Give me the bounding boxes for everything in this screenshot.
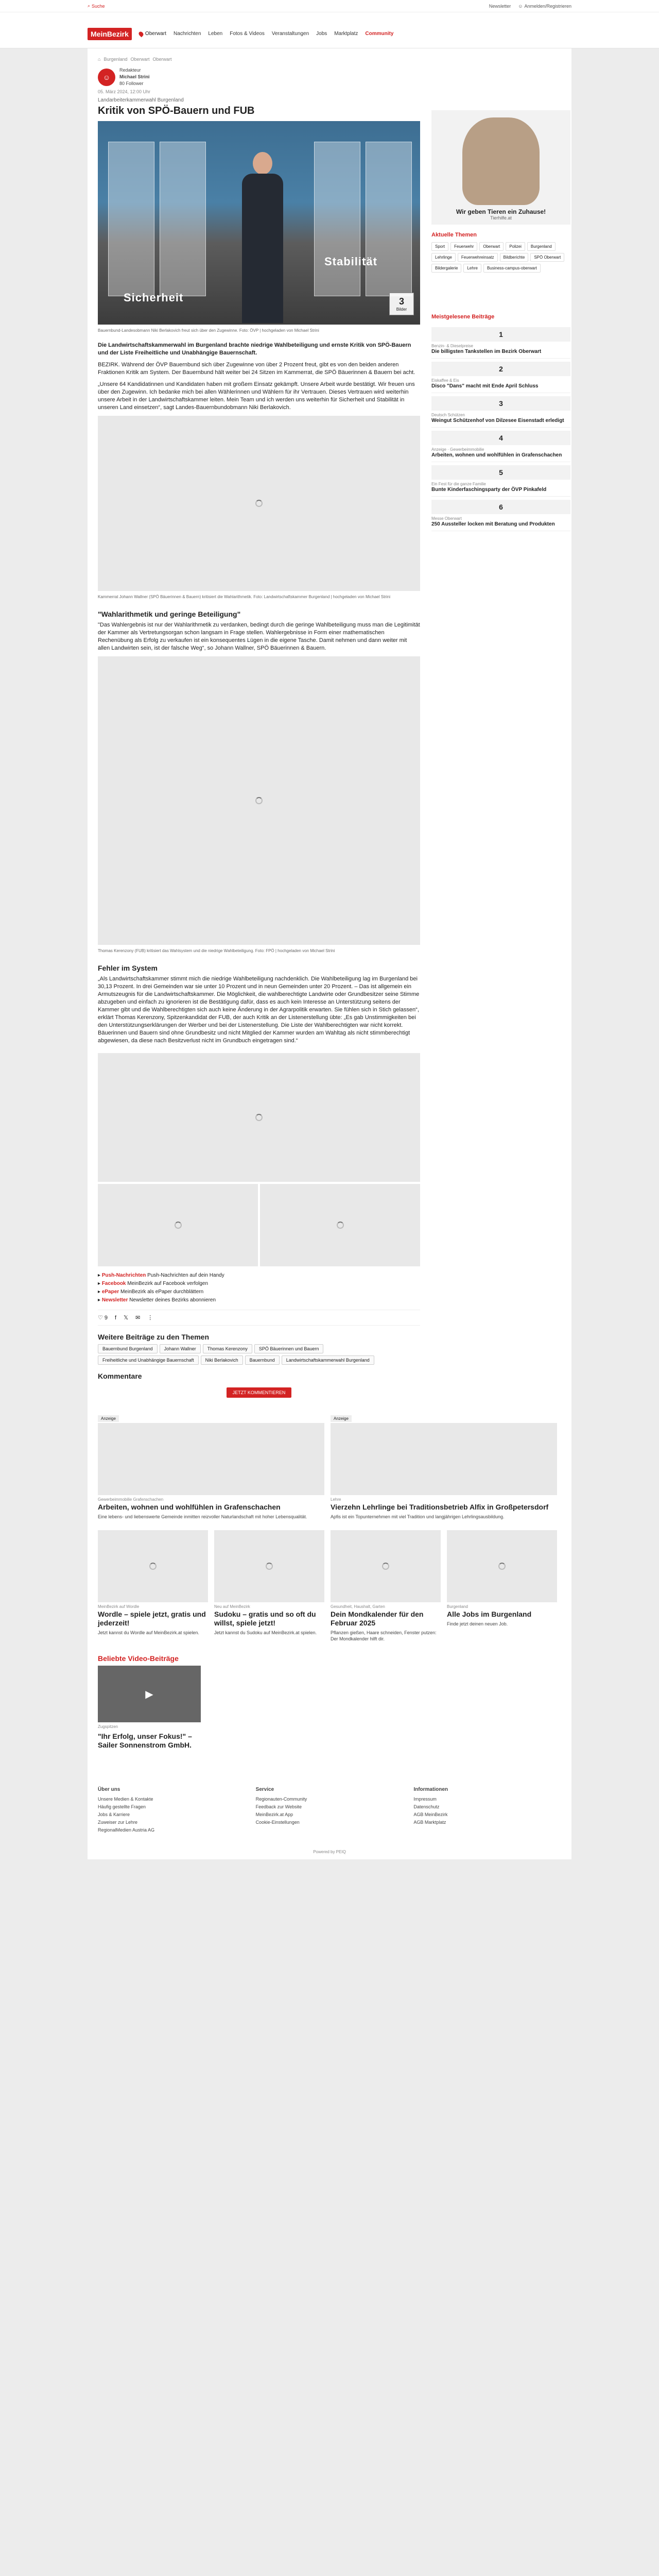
topic-tag[interactable]: Bildberichte bbox=[500, 253, 529, 262]
nav-fotos-videos[interactable]: Fotos & Videos bbox=[230, 31, 265, 37]
banner-panel bbox=[314, 142, 360, 296]
text: Bunte Kinderfaschingsparty der ÖVP Pinkafeld bbox=[431, 487, 547, 493]
footer-link[interactable]: AGB Marktplatz bbox=[413, 1820, 446, 1825]
nav-jobs[interactable]: Jobs bbox=[316, 31, 327, 37]
video-card[interactable] bbox=[98, 1666, 201, 1750]
paragraph: BEZIRK. Während der ÖVP Bauernbund sich über Zugewinne von über 2 Prozent freut, gibt es von den beiden anderen Fraktionen Kritik am System. Der Bauernbund hält weiter bei 24 Sitzen im Kammerrat, die SPÖ Bäuerinnen & Bauern bei acht. bbox=[98, 362, 415, 376]
image-caption: Bauernbund-Landesobmann Niki Berlakovich freut sich über den Zugewinne. Foto: ÖVP | hochgeladen von Michael Strini bbox=[98, 328, 319, 333]
footer-link[interactable]: Datenschutz bbox=[413, 1804, 440, 1809]
footer-link[interactable]: RegionalMedien Austria AG bbox=[98, 1827, 155, 1833]
text: "Ihr Erfolg, unser Fokus!" – Sailer Sonnenstrom GmbH. bbox=[98, 1732, 192, 1749]
videos-heading: Beliebte Video-Beiträge bbox=[98, 1654, 179, 1663]
most-read-heading: Meistgelesene Beiträge bbox=[431, 314, 495, 320]
more-icon[interactable]: ⋮ bbox=[147, 1315, 153, 1321]
tag[interactable]: Bauernbund Burgenland bbox=[98, 1344, 158, 1353]
most-read-item[interactable] bbox=[431, 393, 570, 428]
search-icon: ⌕ bbox=[88, 3, 91, 8]
nav-nachrichten[interactable]: Nachrichten bbox=[174, 31, 201, 37]
gallery-image[interactable] bbox=[98, 1184, 258, 1266]
text: Ein Fest für die ganze Familie bbox=[431, 482, 486, 486]
footer-link[interactable]: Cookie-Einstellungen bbox=[255, 1820, 300, 1825]
paragraph: "Das Wahlergebnis ist nur der Wahlarithmetik zu verdanken, bedingt durch die geringe Wahlbeteiligung muss man die Legitimität der Kammer als Vertretungsorgan schon langsam in Frage stellen. Wahlergebnisse in Form einer mathematischen Rechenübung als Erfolg zu verkaufen ist ein konsequentes Lügen in die eigene Tasche. Damit nehmen und dann weiter mit allen Landwirten sein, ist der falsche Weg“, so Johann Wallner, SPÖ Bäuerinnen & Bauern. bbox=[98, 622, 420, 651]
text: Gesundheit, Haushalt, Garten bbox=[331, 1604, 385, 1609]
text: Arbeiten, wohnen und wohlfühlen in Grafenschachen bbox=[431, 452, 562, 458]
page-body bbox=[88, 48, 571, 1408]
teaser-card[interactable] bbox=[447, 1530, 557, 1642]
text: Deutsch Schützen bbox=[431, 413, 465, 417]
ad-box[interactable] bbox=[431, 110, 570, 225]
most-read-item[interactable] bbox=[431, 324, 570, 359]
sidebar bbox=[431, 54, 570, 1408]
page-title: Kritik von SPÖ-Bauern und FUB bbox=[98, 105, 255, 116]
nav-leben[interactable]: Leben bbox=[208, 31, 223, 37]
breadcrumb-item[interactable]: Oberwart bbox=[130, 57, 150, 62]
text: Alle Jobs im Burgenland bbox=[447, 1610, 532, 1618]
banner-word: Sicherheit bbox=[124, 291, 184, 304]
facebook-icon[interactable]: f bbox=[115, 1314, 117, 1321]
text: 6 bbox=[431, 500, 570, 514]
paragraph: „Unsere 64 Kandidatinnen und Kandidaten haben mit großem Einsatz gekämpft. Unsere Arbeit wurde bestätigt. Wir freuen uns über den Zugewinn. Ich bedanke mich bei allen Wählerinnen und Wählern für ihr Vertrauen. Dieses Vertrauen wird weiterhin unsere Arbeit in der Landwirtschaftskammer leiten. Mein Team und ich werden uns weiterhin für Sicherheit und Stabilität in unseren Land einsetzen“, sagt Landes-Bauernbundobmann Niki Berlakovich. bbox=[98, 381, 415, 411]
topic-tag[interactable]: Burgenland bbox=[527, 242, 556, 251]
topic-tag[interactable]: Sport bbox=[431, 242, 448, 251]
logo[interactable]: MeinBezirk bbox=[88, 28, 132, 40]
text: Benzin- & Dieselpreise bbox=[431, 344, 473, 348]
text: Weingut Schützenhof von Dilzesee Eisenstadt erledigt bbox=[431, 418, 564, 423]
footer-link[interactable]: Feedback zur Website bbox=[255, 1804, 302, 1809]
ad-title: Wir geben Tieren ein Zuhause! bbox=[456, 208, 546, 215]
text: Disco "Dans" macht mit Ende April Schluss bbox=[431, 383, 539, 389]
text: Zugspitzen bbox=[98, 1724, 118, 1729]
text: Sudoku – gratis und so oft du willst, spiele jetzt! bbox=[214, 1610, 316, 1627]
text: 2 bbox=[431, 362, 570, 376]
text: Finde jetzt deinen neuen Job. bbox=[447, 1621, 508, 1626]
text: Anzeige bbox=[331, 1415, 352, 1422]
text: Gewerbeimmobilie Grafenschachen bbox=[98, 1497, 164, 1502]
banner-panel bbox=[108, 142, 154, 296]
subheading: Fehler im System bbox=[98, 964, 158, 972]
header bbox=[0, 12, 659, 48]
text: Vierzehn Lehrlinge bei Traditionsbetrieb Alfix in Großpetersdorf bbox=[331, 1503, 549, 1511]
article bbox=[98, 54, 420, 1408]
text: Informationen bbox=[413, 1787, 448, 1792]
image-caption: Thomas Kerenzony (FUB) kritisiert das Wahlsystem und die niedrige Wahlbeteiligung. Foto: FPÖ | hochgeladen von Michael Strini bbox=[98, 948, 335, 953]
footer bbox=[88, 1775, 571, 1844]
footer-link[interactable]: Regionauten-Community bbox=[255, 1797, 307, 1802]
teaser-card[interactable] bbox=[98, 1413, 324, 1520]
top-bar bbox=[0, 0, 659, 12]
teaser-image bbox=[98, 1530, 208, 1602]
more-topics-heading: Weitere Beiträge zu den Themen bbox=[98, 1333, 210, 1341]
mail-icon[interactable]: ✉ bbox=[135, 1315, 141, 1321]
loading-spinner-icon bbox=[175, 1222, 182, 1229]
topic-tag[interactable]: Lehrlinge bbox=[431, 253, 456, 262]
text: Jetzt kannst du Sudoku auf MeinBezirk.at spielen. bbox=[214, 1630, 317, 1635]
text: Jetzt kannst du Wordle auf MeinBezirk.at spielen. bbox=[98, 1630, 199, 1635]
teaser-card[interactable] bbox=[331, 1413, 557, 1520]
teaser-image bbox=[214, 1530, 324, 1602]
breadcrumb bbox=[98, 54, 420, 65]
footer-link[interactable]: Impressum bbox=[413, 1797, 437, 1802]
text: Neu auf MeinBezirk bbox=[214, 1604, 250, 1609]
topic-list bbox=[431, 242, 570, 273]
most-read-item[interactable] bbox=[431, 359, 570, 393]
text: 3 bbox=[431, 396, 570, 411]
nav-marktplatz[interactable]: Marktplatz bbox=[334, 31, 358, 37]
author-box bbox=[98, 67, 420, 87]
teaser-card[interactable] bbox=[214, 1530, 324, 1642]
text: Burgenland bbox=[447, 1604, 468, 1609]
ad-sub: Tierhilfe.at bbox=[490, 215, 512, 221]
tag[interactable]: SPÖ Bäuerinnen und Bauern bbox=[254, 1344, 324, 1353]
dog-image bbox=[462, 117, 540, 205]
teaser-area bbox=[88, 1408, 571, 1775]
comment-button[interactable]: JETZT KOMMENTIEREN bbox=[227, 1387, 292, 1398]
tag-list bbox=[98, 1344, 420, 1365]
tag[interactable]: Niki Berlakovich bbox=[201, 1355, 243, 1365]
text: 250 Aussteller locken mit Beratung und Produkten bbox=[431, 521, 555, 527]
tag[interactable]: Thomas Kerenzony bbox=[203, 1344, 252, 1353]
gallery-image[interactable] bbox=[260, 1184, 420, 1266]
author-followers: 80 Follower bbox=[119, 81, 144, 86]
region-selector[interactable]: Oberwart bbox=[139, 31, 166, 37]
loading-spinner-icon bbox=[255, 1114, 263, 1121]
text: Die billigsten Tankstellen im Bezirk Oberwart bbox=[431, 349, 542, 354]
tag[interactable]: Landwirtschaftskammerwahl Burgenland bbox=[282, 1355, 374, 1365]
footer-link[interactable]: AGB MeinBezirk bbox=[413, 1812, 448, 1817]
text: Arbeiten, wohnen und wohlfühlen in Grafenschachen bbox=[98, 1503, 281, 1511]
login-link[interactable]: ☺ Anmelden/Registrieren bbox=[518, 3, 571, 9]
footer-link[interactable]: Unsere Medien & Kontakte bbox=[98, 1797, 153, 1802]
text: Lehre bbox=[331, 1497, 341, 1502]
footer-link[interactable]: Zuweiser zur Lehre bbox=[98, 1820, 138, 1825]
text: 5 bbox=[431, 465, 570, 480]
subheading: "Wahlarithmetik und geringe Beteiligung" bbox=[98, 610, 241, 618]
comments-heading: Kommentare bbox=[98, 1372, 142, 1380]
paragraph: „Als Landwirtschaftskammer stimmt mich die niedrige Wahlbeteiligung nachdenklich. Die Wahlbeteiligung lag im Burgenland bei 30,13 Prozent. In drei Gemeinden war sie unter 10 Prozent und in neun Gemeinden unter 20 Prozent. – Das ist allgemein ein Armutszeugnis für die Landwirtschaftskammer. Die Möglichkeit, die wahlberechtigte Landwirte oder Grundbesitzer seine Stimme abzugeben und einfach zu ignorieren ist die Bestätigung dafür, dass es auch kein Interesse an Unterstützung seitens der Kammer gibt und die Wahlberechtigten sich auch keine Änderung in der Agrarpolitik erwarten. Sie fühlen sich in Stich gelassen“, erklärt Thomas Kerenzony, Spitzenkandidat der FUB, der auch Kritik an der Listenerstellung übte: „Es gab Unstimmigkeiten bei den Unterstützungserklärungen der Werber und bei der Listenerstellung. Die Liste der Wahlberechtigten war nicht korrekt. Bäuerinnen und Bauern sind ohne Grundbesitz und nicht Mitglied der Kammer wurden am Wahltag als nicht stimmberechtigt abgewiesen, da diese nach Besitzverlust nicht im Grundbuch eingetragen sind.“ bbox=[98, 976, 420, 1044]
topic-tag[interactable]: Polizei bbox=[506, 242, 525, 251]
share-bar bbox=[98, 1310, 420, 1326]
text: Anzeige · Gewerbeimmobilie bbox=[431, 447, 484, 452]
banner-panel bbox=[366, 142, 412, 296]
author-role: Redakteur bbox=[119, 67, 141, 73]
image-caption: Kammerrat Johann Wallner (SPÖ Bäuerinnen & Bauern) kritisiert die Wahlarithmetik. Foto: Landwirtschaftskammer Burgenland | hochgeladen von Michael Strini bbox=[98, 595, 390, 599]
image-gallery bbox=[98, 1053, 420, 1266]
tag[interactable]: Bauernbund bbox=[245, 1355, 280, 1365]
text: Eiskaffee & Eis bbox=[431, 378, 459, 383]
topic-tag[interactable]: Feuerwehr bbox=[450, 242, 477, 251]
like-button[interactable]: ♡ 9 bbox=[98, 1315, 108, 1321]
teaser-card[interactable] bbox=[98, 1530, 208, 1642]
promo-push[interactable]: ▸ Push-Nachrichten Push-Nachrichten auf dein Handy bbox=[98, 1273, 224, 1278]
person-figure bbox=[242, 152, 283, 325]
breadcrumb-item[interactable]: Burgenland bbox=[103, 57, 128, 62]
topic-tag[interactable]: Lehre bbox=[463, 264, 481, 273]
text: Messe Oberwart bbox=[431, 516, 462, 521]
article-lead: Die Landwirtschaftskammerwahl im Burgenland brachte niedrige Wahlbeteiligung und ernste Kritik von SPÖ-Bauern und der Liste Freiheitliche und Unabhängige Bauernschaft. bbox=[98, 342, 411, 356]
article-kicker: Landarbeiterkammerwahl Burgenland bbox=[98, 97, 184, 103]
current-topics-heading: Aktuelle Themen bbox=[431, 232, 477, 238]
text: Service bbox=[255, 1787, 274, 1792]
breadcrumb-item[interactable]: Oberwart bbox=[152, 57, 172, 62]
text: Apfis ist ein Topunternehmen mit viel Tradition und langjährigen Lehrlingsausbildung. bbox=[331, 1514, 505, 1519]
text: Anzeige bbox=[98, 1415, 119, 1422]
text: 1 bbox=[431, 327, 570, 342]
teaser-card[interactable] bbox=[331, 1530, 441, 1642]
teaser-image bbox=[98, 1423, 324, 1495]
hero-image[interactable] bbox=[98, 121, 420, 325]
most-read-item[interactable] bbox=[431, 497, 570, 531]
text: MeinBezirk auf Wordle bbox=[98, 1604, 140, 1609]
newsletter-link[interactable]: Newsletter bbox=[489, 3, 511, 9]
topic-tag[interactable]: Oberwart bbox=[479, 242, 504, 251]
image-placeholder[interactable] bbox=[98, 656, 420, 945]
footer-link[interactable]: Häufig gestellte Fragen bbox=[98, 1804, 146, 1809]
text: Dein Mondkalender für den Februar 2025 bbox=[331, 1610, 424, 1627]
promo-facebook[interactable]: ▸ Facebook MeinBezirk auf Facebook verfolgen bbox=[98, 1281, 209, 1286]
teaser-image bbox=[331, 1530, 441, 1602]
main-nav bbox=[174, 31, 393, 37]
video-thumbnail bbox=[98, 1666, 201, 1722]
article-date: 05. März 2024, 12:00 Uhr bbox=[98, 89, 151, 94]
copyright: Powered by PEIQ bbox=[88, 1844, 571, 1859]
text: Eine lebens- und liebenswerte Gemeinde inmitten reizvoller Naturlandschaft mit hoher Lebensqualität. bbox=[98, 1514, 307, 1519]
search-link[interactable]: ⌕ Suche bbox=[88, 3, 105, 9]
promo-epaper[interactable]: ▸ ePaper MeinBezirk als ePaper durchblättern bbox=[98, 1289, 204, 1295]
promo-newsletter[interactable]: ▸ Newsletter Newsletter deines Bezirks abonnieren bbox=[98, 1297, 216, 1303]
text: 4 bbox=[431, 431, 570, 445]
loading-spinner-icon bbox=[255, 500, 263, 507]
user-icon: ☺ bbox=[518, 3, 523, 9]
nav-community[interactable]: Community bbox=[365, 31, 394, 37]
tag[interactable]: Johann Wallner bbox=[160, 1344, 201, 1353]
tag[interactable]: Freiheitliche und Unabhängige Bauernschaft bbox=[98, 1355, 199, 1365]
text: Über uns bbox=[98, 1787, 120, 1792]
topic-tag[interactable]: Bildergalerie bbox=[431, 264, 461, 273]
gallery-image[interactable] bbox=[98, 1053, 420, 1182]
banner-word: Stabilität bbox=[324, 255, 377, 268]
banner-panel bbox=[160, 142, 206, 296]
text: Pflanzen gießen, Haare schneiden, Fenster putzen: Der Mondkalender hilft dir. bbox=[331, 1630, 437, 1641]
loading-spinner-icon bbox=[255, 797, 263, 804]
most-read-item[interactable] bbox=[431, 462, 570, 497]
avatar[interactable]: ☺ bbox=[98, 69, 115, 86]
play-icon: ▶ bbox=[145, 1688, 153, 1700]
nav-veranstaltungen[interactable]: Veranstaltungen bbox=[271, 31, 309, 37]
footer-link[interactable]: Jobs & Karriere bbox=[98, 1812, 130, 1817]
gallery-count[interactable]: 3 Bilder bbox=[389, 293, 414, 315]
most-read-item[interactable] bbox=[431, 428, 570, 462]
breadcrumb-home-icon[interactable]: ⌂ bbox=[98, 57, 101, 62]
promo-notes bbox=[98, 1272, 420, 1304]
topic-tag[interactable]: Business-campus-oberwart bbox=[483, 264, 541, 273]
teaser-image bbox=[447, 1530, 557, 1602]
image-placeholder[interactable] bbox=[98, 416, 420, 591]
topic-tag[interactable]: SPÖ Oberwart bbox=[530, 253, 564, 262]
location-pin-icon bbox=[138, 30, 145, 37]
x-icon[interactable]: 𝕏 bbox=[124, 1315, 128, 1321]
footer-link[interactable]: MeinBezirk.at App bbox=[255, 1812, 293, 1817]
loading-spinner-icon bbox=[337, 1222, 344, 1229]
author-name[interactable]: Michael Strini bbox=[119, 74, 150, 79]
topic-tag[interactable]: Feuerwehreinsatz bbox=[458, 253, 498, 262]
text: Wordle – spiele jetzt, gratis und jederzeit! bbox=[98, 1610, 206, 1627]
comments-section bbox=[98, 1372, 420, 1398]
teaser-image bbox=[331, 1423, 557, 1495]
